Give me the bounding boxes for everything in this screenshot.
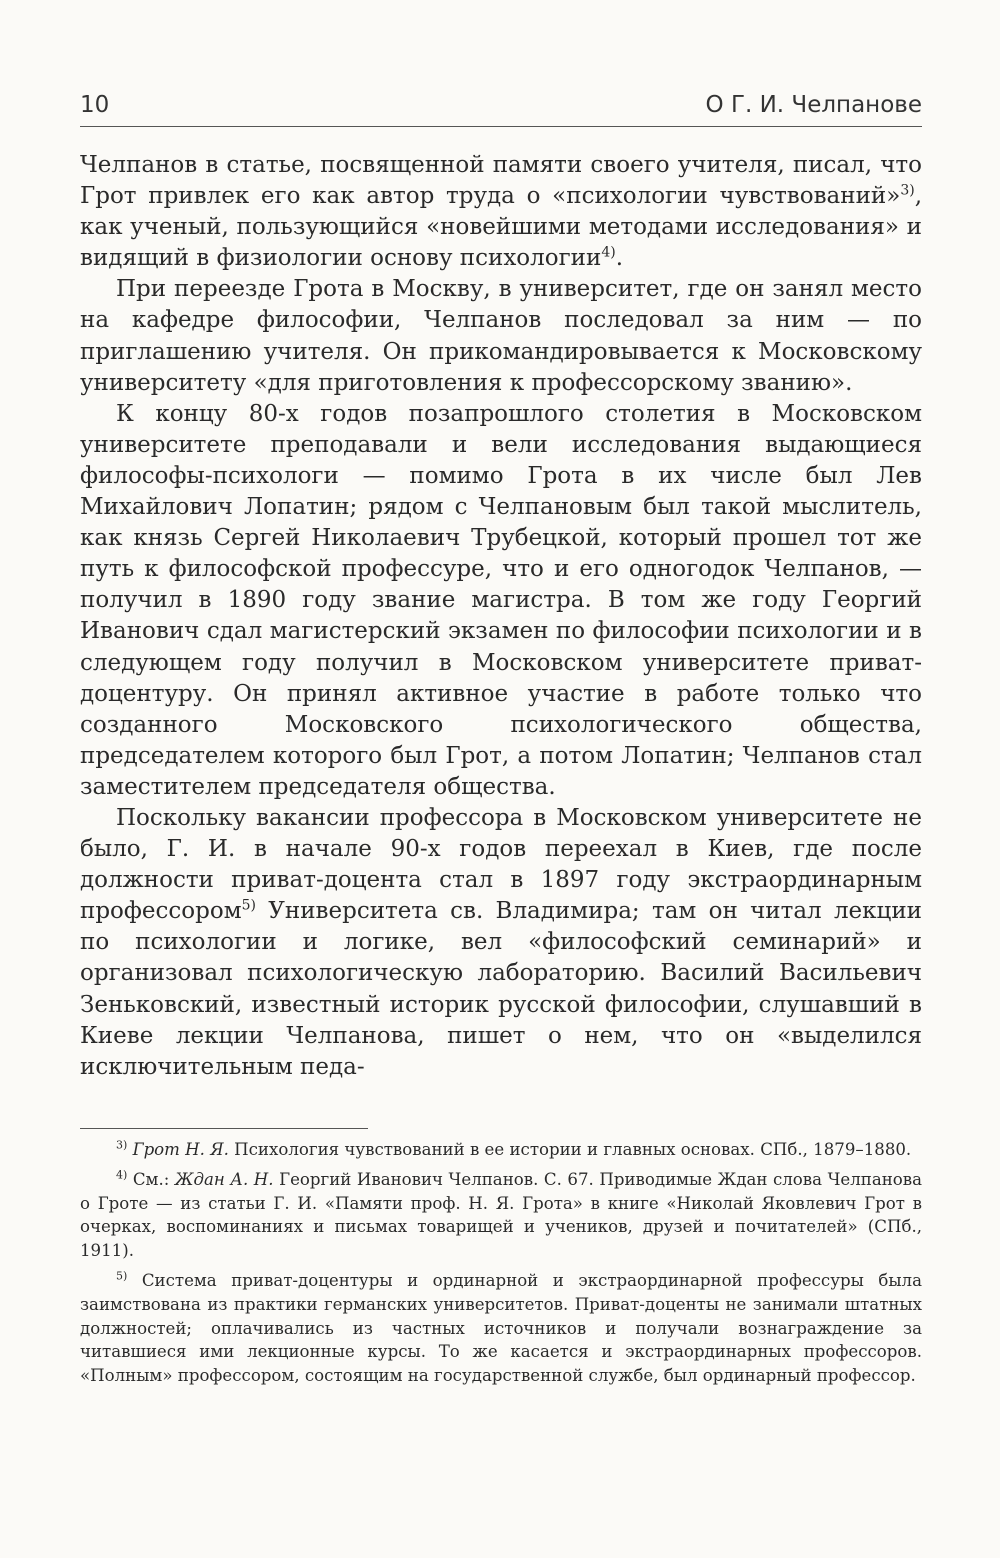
footnotes: [80, 1138, 922, 1394]
paragraph-1-text-c: .: [615, 245, 624, 272]
main-text: [80, 150, 922, 1083]
footnote-ref-4: 4): [601, 244, 616, 261]
footnote-text: Георгий Иванович Челпанов. С. 67. Приводимые Ждан слова Челпанова о Гроте — из статьи Г. И. «Памяти проф. Н. Я. Грота» в книге «Николай Яковлевич Грот в очерках, воспоминаниях и письмах товарищей и учеников, друзей и почитателей» (СПб., 1911).: [80, 1169, 923, 1261]
footnote-prefix: См.:: [127, 1169, 175, 1189]
footnote-5: [80, 1269, 922, 1388]
footnote-author: Ждан А. Н.: [174, 1169, 274, 1189]
footnote-ref-5: 5): [241, 897, 256, 914]
page-number: 10: [80, 92, 110, 118]
footnote-ref-3: 3): [900, 182, 915, 199]
paragraph-2: При переезде Грота в Москву, в университет, где он занял место на кафедре философии, Челпанов последовал за ним — по приглашению учителя. Он прикомандировывается к Московскому университету «для приготовления к профессорскому званию».: [80, 276, 922, 396]
paragraph-3: К концу 80-х годов позапрошлого столетия в Московском университете преподавали и вели исследования выдающиеся философы-психологи — помимо Грота в их числе был Лев Михайлович Лопатин; рядом с Челпановым был такой мыслитель, как князь Сергей Николаевич Трубецкой, который прошел тот же путь к философской профессуре, что и его одногодок Челпанов, — получил в 1890 году звание магистра. В том же году Георгий Иванович сдал магистерский экзамен по философии психологии и в следующем году получил в Московском университете приват-доцентуру. Он принял активное участие в работе только что созданного Московского психологического общества, председателем которого был Грот, а потом Лопатин; Челпанов стал заместителем председателя общества.: [80, 400, 922, 800]
footnote-mark: 5): [116, 1269, 128, 1283]
footnote-separator: [80, 1128, 368, 1129]
running-header: [80, 86, 922, 127]
footnote-text: Система приват-доцентуры и ординарной и экстраординарной профессуры была заимствована из практики германских университетов. Приват-доценты не занимали штатных должностей; оплачивались из частных источников и получали вознаграждение за читавшиеся ими лекционные курсы. То же касается и экстраординарных профессоров. «Полным» профессором, состоящим на государственной службе, был ординарный профессор.: [80, 1270, 922, 1386]
footnote-4: [80, 1168, 922, 1263]
footnote-3: [80, 1138, 922, 1162]
footnote-mark: 4): [116, 1168, 128, 1182]
paragraph-1: [80, 150, 922, 274]
paragraph-4-text-b: Университета св. Владимира; там он читал лекции по психологии и логике, вел «философский семинарий» и организовал психологическую лабораторию. Василий Васильевич Зеньковский, известный историк русской философии, слушавший в Киеве лекции Челпанова, пишет о нем, что он «выделился исключительным педа-: [80, 898, 922, 1080]
footnote-text: Психология чувствований в ее истории и главных основах. СПб., 1879–1880.: [228, 1140, 912, 1159]
footnote-author: Грот Н. Я.: [132, 1140, 229, 1159]
paragraph-1-text-a: Челпанов в статье, посвященной памяти своего учителя, писал, что Грот привлек его как автор труда о «психологии чувствований»: [80, 152, 922, 210]
footnote-mark: 3): [116, 1138, 128, 1152]
paragraph-4: [80, 803, 922, 1083]
running-title: О Г. И. Челпанове: [705, 92, 922, 118]
paragraph-4-text-a: Поскольку вакансии профессора в Московском университете не было, Г. И. в начале 90-х годов переехал в Киев, где после должности приват-доцента стал в 1897 году экстраординарным профессором: [80, 804, 922, 925]
paragraph-1-text-b: , как ученый, пользующийся «новейшими методами исследования» и видящий в физиологии основу психологии: [80, 183, 922, 272]
